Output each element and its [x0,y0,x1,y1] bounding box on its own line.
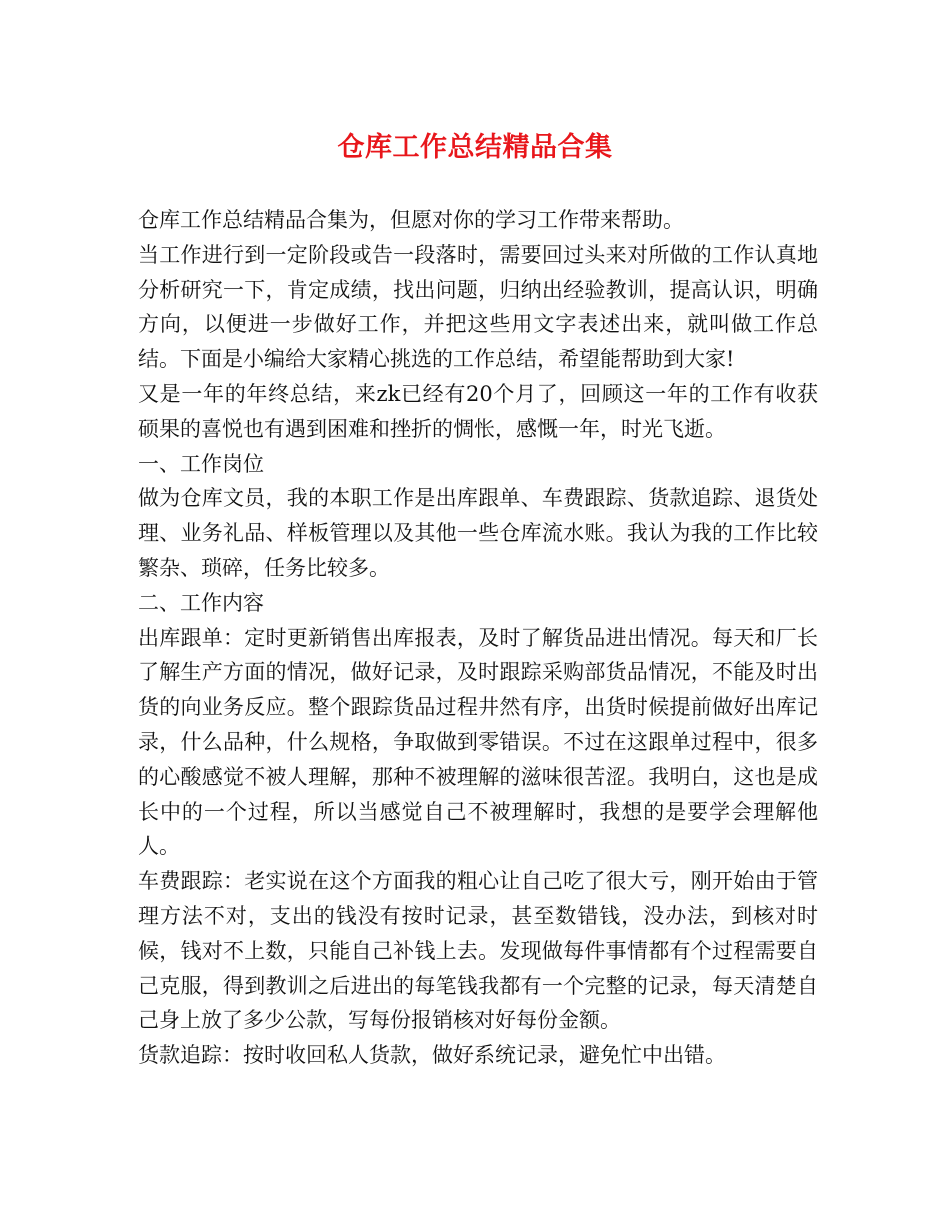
section-heading-job-position: 一、工作岗位 [138,451,264,476]
paragraph-intro: 仓库工作总结精品合集为，但愿对你的学习工作带来帮助。 [138,208,684,232]
paragraph-year-review: 又是一年的年终总结，来zk已经有20个月了，回顾这一年的工作有收获硕果的喜悦也有遇到困难和挫折的惆怅，感慨一年，时光飞逝。 [138,381,818,441]
paragraph-payment-tracking: 货款追踪：按时收回私人货款，做好系统记录，避免忙中出错。 [138,1043,726,1068]
paragraph-outbound-tracking: 出库跟单：定时更新销售出库报表，及时了解货品进出情况。每天和厂长了解生产方面的情况，做好记录，及时跟踪采购部货品情况，不能及时出货的向业务反应。整个跟踪货品过程井然有序，出货时候提前做好出库记录，什么品种，什么规格，争取做到零错误。不过在这跟单过程中，很多的心酸感觉不被人理解，那种不被理解的滋味很苦涩。我明白，这也是成长中的一个过程，所以当感觉自己不被理解时，我想的是要学会理解他人。 [138,625,818,859]
section-heading-job-content: 二、工作内容 [138,590,264,615]
document-body [138,203,818,1073]
paragraph-job-position: 做为仓库文员，我的本职工作是出库跟单、车费跟踪、货款追踪、退货处理、业务礼品、样板管理以及其他一些仓库流水账。我认为我的工作比较繁杂、琐碎，任务比较多。 [138,486,818,580]
document-title: 仓库工作总结精品合集 [337,132,613,163]
paragraph-freight-tracking: 车费跟踪：老实说在这个方面我的粗心让自己吃了很大亏，刚开始由于管理方法不对，支出的钱没有按时记录，甚至数错钱，没办法，到核对时候，钱对不上数，只能自己补钱上去。发现做每件事情都有个过程需要自己克服，得到教训之后进出的每笔钱我都有一个完整的记录，每天清楚自己身上放了多少公款，写每份报销核对好每份金额。 [138,869,818,1033]
paragraph-summary-purpose: 当工作进行到一定阶段或告一段落时，需要回过头来对所做的工作认真地分析研究一下，肯定成绩，找出问题，归纳出经验教训，提高认识，明确方向，以便进一步做好工作，并把这些用文字表述出来，就叫做工作总结。下面是小编给大家精心挑选的工作总结，希望能帮助到大家! [138,242,818,372]
